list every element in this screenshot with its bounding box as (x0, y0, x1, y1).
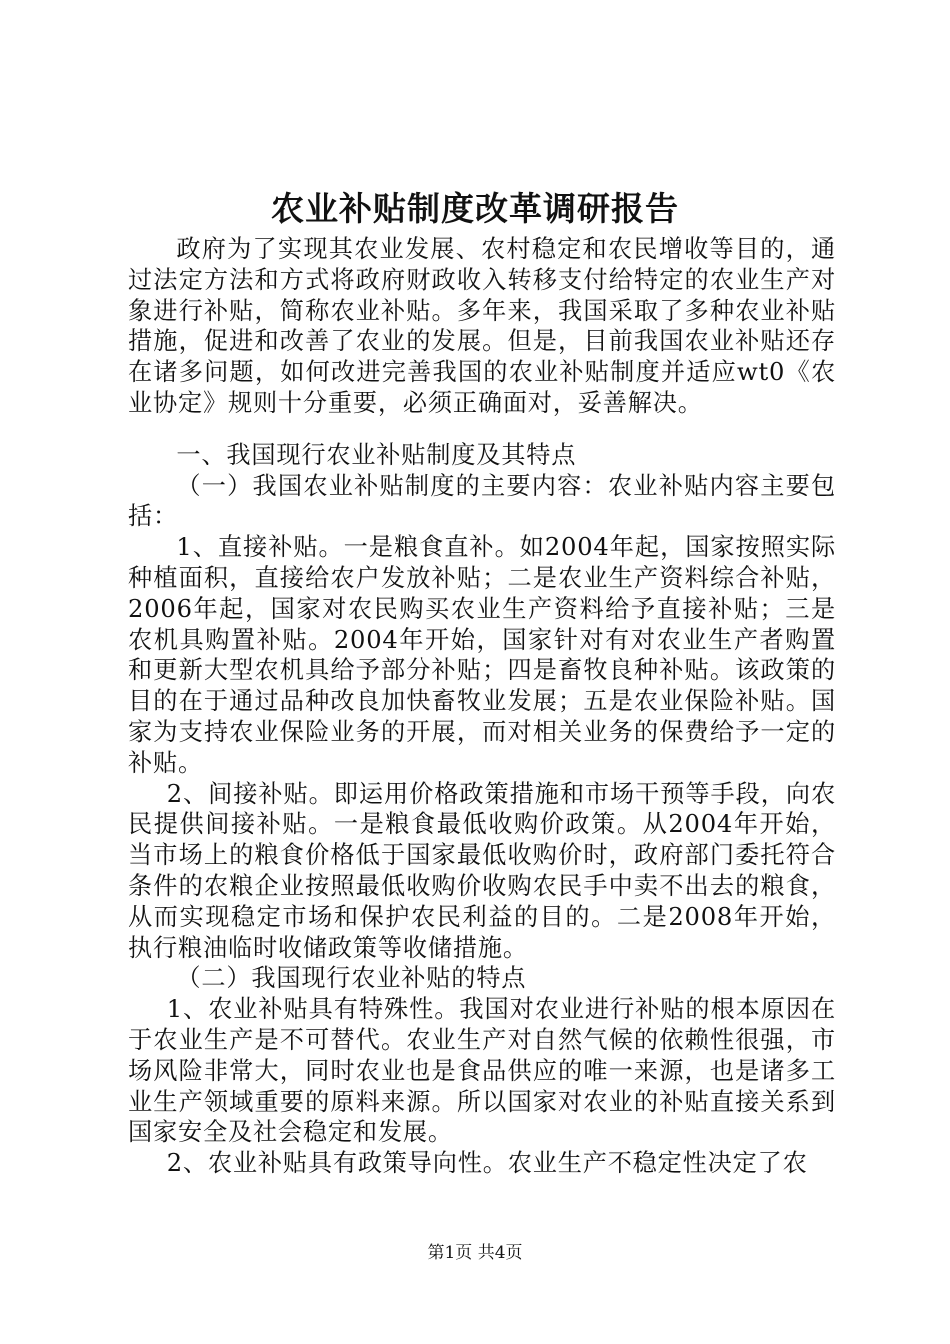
subsection-heading-2: （二）我国现行农业补贴的特点 (176, 964, 527, 993)
paragraph-direct-subsidy: 1、直接补贴。一是粮食直补。如2004年起，国家按照实际种植面积，直接给农户发放补贴；二是农业生产资料综合补贴，2006年起，国家对农民购买农业生产资料给予直接补贴；三是农机具购置补贴。2004年开始，国家针对有对农业生产者购置和更新大型农机具给予部分补贴；四是畜牧良种补贴。该政策的目的在于通过品种改良加快畜牧业发展；五是农业保险补贴。国家为支持农业保险业务的开展，而对相关业务的保费给予一定的补贴。 (128, 533, 836, 777)
paragraph-feature-1: 1、农业补贴具有特殊性。我国对农业进行补贴的根本原因在于农业生产是不可替代。农业生产对自然气候的依赖性很强，市场风险非常大，同时农业也是食品供应的唯一来源，也是诸多工业生产领域重要的原料来源。所以国家对农业的补贴直接关系到国家安全及社会稳定和发展。 (128, 995, 836, 1147)
page-footer: 第1页 共4页 (427, 1243, 523, 1263)
paragraph-feature-2: 2、农业补贴具有政策导向性。农业生产不稳定性决定了农 (166, 1149, 808, 1178)
subsection-heading-1: （一）我国农业补贴制度的主要内容：农业补贴内容主要包括： (128, 471, 836, 531)
document-body (128, 234, 836, 1179)
intro-paragraph: 政府为了实现其农业发展、农村稳定和农民增收等目的，通过法定方法和方式将政府财政收入转移支付给特定的农业生产对象进行补贴，简称农业补贴。多年来，我国采取了多种农业补贴措施，促进和改善了农业的发展。但是，目前我国农业补贴还存在诸多问题，如何改进完善我国的农业补贴制度并适应wt0《农业协定》规则十分重要，必须正确面对，妥善解决。 (128, 235, 836, 417)
section-heading-1: 一、我国现行农业补贴制度及其特点 (176, 440, 577, 469)
document-title: 农业补贴制度改革调研报告 (271, 189, 679, 228)
paragraph-indirect-subsidy: 2、间接补贴。即运用价格政策措施和市场干预等手段，向农民提供间接补贴。一是粮食最低收购价政策。从2004年开始，当市场上的粮食价格低于国家最低收购价时，政府部门委托符合条件的农粮企业按照最低收购价收购农民手中卖不出去的粮食，从而实现稳定市场和保护农民利益的目的。二是2008年开始，执行粮油临时收储政策等收储措施。 (128, 779, 836, 962)
